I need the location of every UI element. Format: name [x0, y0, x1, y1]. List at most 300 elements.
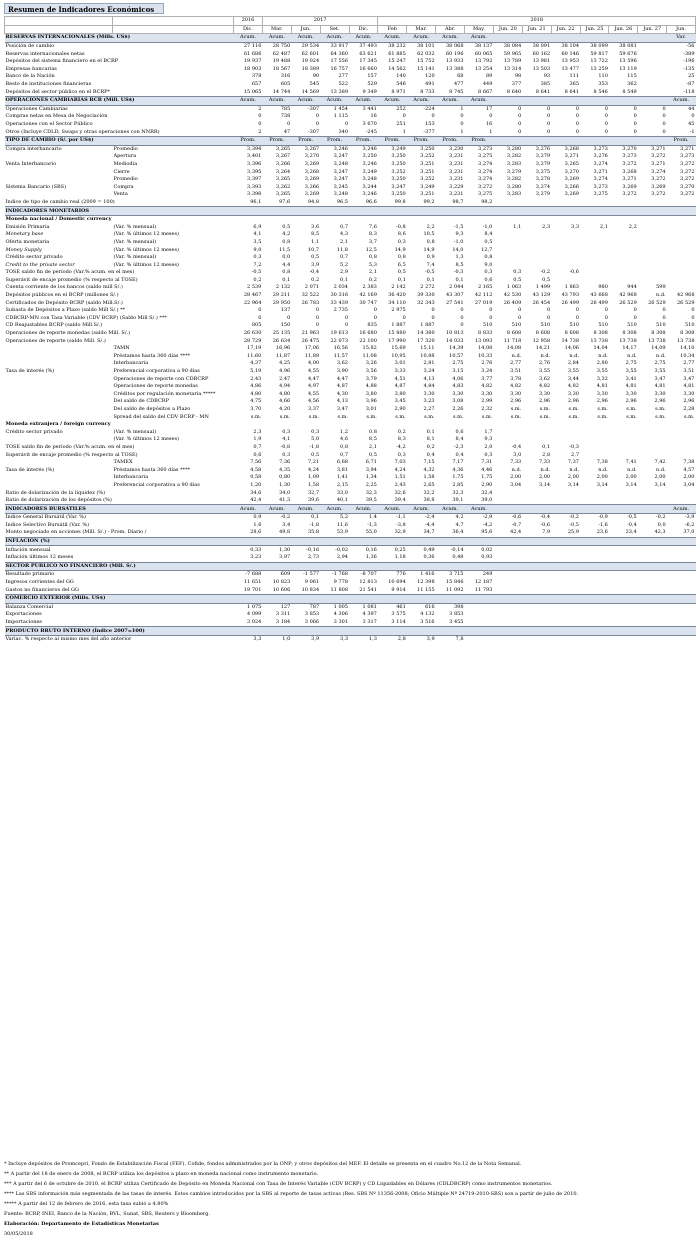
unit-label: Acum. — [262, 34, 291, 43]
table-cell: 3,47 — [654, 375, 666, 382]
table-cell: 3,273 — [478, 145, 493, 152]
unit-label: Prom. — [320, 136, 349, 145]
table-cell: 28 467 — [243, 292, 262, 299]
table-cell: 98 — [514, 73, 522, 80]
table-cell: 13 722 — [590, 58, 608, 65]
table-cell: 17 — [486, 105, 493, 112]
table-cell: 1,2 — [340, 428, 348, 435]
table-cell: 0 — [691, 314, 695, 321]
table-cell: 3,280 — [506, 145, 522, 152]
table-cell: 39,4 — [394, 497, 406, 504]
table-cell: 2,77 — [510, 360, 522, 367]
table-cell: 3,272 — [680, 160, 695, 167]
table-row — [5, 579, 696, 587]
table-cell: 16,56 — [333, 345, 348, 352]
table-cell: 29 950 — [272, 299, 291, 306]
table-cell: 0,3 — [397, 238, 406, 245]
table-row — [5, 223, 696, 231]
table-cell: 2,00 — [567, 474, 579, 481]
table-cell — [580, 579, 609, 587]
table-cell: 3,15 — [452, 368, 464, 375]
table-cell: 0 — [258, 113, 262, 120]
table-cell: n.d. — [540, 352, 551, 359]
table-cell: 8 608 — [564, 330, 579, 337]
table-cell: 3,70 — [250, 405, 262, 412]
table-cell: -4,4 — [424, 521, 435, 528]
table-cell: 14 738 — [561, 337, 579, 344]
table-cell: -6,2 — [684, 521, 695, 528]
table-cell: 3,14 — [596, 481, 608, 488]
table-cell: 4,56 — [307, 398, 320, 405]
table-cell: 12 813 — [359, 579, 377, 586]
indicators-table — [4, 16, 696, 644]
table-cell: 3,47 — [683, 375, 695, 382]
table-cell: 13 259 — [590, 65, 608, 72]
table-cell — [609, 254, 638, 262]
table-cell — [580, 611, 609, 619]
table-cell: 1 081 — [362, 603, 377, 610]
row-label: Oferta monetaria — [5, 238, 50, 245]
table-cell: 0,8 — [397, 254, 406, 261]
table-cell: 98,7 — [452, 198, 464, 205]
table-cell: 3,268 — [622, 168, 637, 175]
table-cell: 3,275 — [535, 168, 551, 175]
table-cell: 510 — [684, 322, 695, 329]
table-cell: 1 — [402, 128, 406, 135]
row-label — [5, 406, 113, 414]
table-cell: -224 — [423, 105, 435, 112]
table-cell — [667, 635, 696, 643]
page-title: Resumen de Indicadores Económicos — [4, 3, 164, 14]
table-cell: 13 596 — [619, 58, 637, 65]
table-cell: 605 — [280, 81, 291, 88]
table-cell — [609, 277, 638, 285]
table-cell: 23,6 — [596, 529, 608, 536]
table-cell: s.m. — [337, 413, 348, 420]
unit-label: Prom. — [407, 136, 436, 145]
table-cell: 43 129 — [532, 292, 551, 299]
row-label: TOSE saldo fin de período (Var.% acum. en el mes) — [5, 443, 135, 450]
table-cell: 11,60 — [247, 352, 262, 359]
table-row — [5, 269, 696, 277]
period-header: Dic. — [234, 25, 263, 34]
unit-label — [638, 537, 667, 546]
table-cell: 8,1 — [426, 436, 435, 443]
table-cell: 0,3 — [311, 428, 320, 435]
table-cell: 32,3 — [452, 489, 464, 496]
year-header-row — [5, 17, 696, 26]
table-cell: s.m. — [424, 413, 435, 420]
table-cell: 3,14 — [567, 481, 579, 488]
row-label: Importaciones — [5, 619, 42, 626]
table-cell: 7,31 — [481, 459, 493, 466]
table-cell: 11,89 — [304, 352, 320, 359]
table-cell: 2,1 — [368, 269, 377, 276]
table-cell: 3,14 — [625, 481, 637, 488]
table-row — [5, 50, 696, 58]
table-cell: 3,249 — [362, 168, 377, 175]
table-cell: 2,94 — [336, 554, 348, 561]
table-cell: 2,96 — [654, 398, 666, 405]
table-cell — [551, 546, 580, 554]
table-cell: 1 887 — [420, 322, 435, 329]
table-cell: 29 534 — [301, 43, 320, 50]
table-cell — [638, 611, 667, 619]
table-cell: 3,55 — [567, 368, 579, 375]
table-cell — [493, 619, 522, 627]
table-cell — [580, 246, 609, 254]
table-cell — [638, 277, 667, 285]
table-cell: 4,81 — [596, 383, 608, 390]
table-cell: 37 493 — [359, 43, 377, 50]
table-cell — [551, 579, 580, 587]
table-cell: 6,9 — [253, 223, 262, 230]
table-cell: 26 454 — [532, 299, 551, 306]
table-cell: s.m. — [510, 413, 522, 420]
table-cell: 0 — [604, 307, 608, 314]
table-cell: 96,1 — [250, 198, 262, 205]
table-cell — [551, 428, 580, 436]
table-cell: 3,282 — [506, 176, 522, 183]
table-cell: 785 — [280, 105, 291, 112]
unit-label — [349, 562, 378, 571]
table-cell: 8,6 — [397, 231, 406, 238]
table-cell: 140 — [396, 73, 406, 80]
table-cell: 16 — [486, 121, 493, 128]
period-header: Mar. — [407, 25, 436, 34]
table-cell — [638, 603, 667, 611]
table-cell: 2,85 — [452, 481, 464, 488]
table-cell: s.m. — [510, 405, 522, 412]
table-cell: 0 — [575, 121, 579, 128]
table-cell: 43 668 — [590, 292, 608, 299]
unit-label: Acum. — [378, 96, 407, 105]
table-cell: 3,0 — [513, 451, 522, 458]
table-cell: 26 529 — [677, 299, 695, 306]
table-cell: 3,30 — [654, 390, 666, 397]
table-cell: 0 — [315, 121, 320, 128]
table-cell: 8 733 — [420, 88, 435, 95]
table-cell: 599 — [656, 284, 666, 291]
unit-label: Acum. — [349, 96, 378, 105]
table-cell — [638, 81, 667, 89]
table-cell: 4 397 — [362, 611, 377, 618]
unit-label — [667, 207, 696, 216]
table-cell — [609, 199, 638, 207]
table-cell — [493, 579, 522, 587]
subsection-title: Moneda nacional / Domestic currency — [5, 216, 112, 223]
table-cell: -0,2 — [655, 514, 666, 521]
table-cell: 3,6 — [311, 223, 320, 230]
table-cell: 10,95 — [391, 352, 406, 359]
table-cell: 8 745 — [449, 88, 464, 95]
table-cell: 3,279 — [506, 168, 522, 175]
table-cell: 3,274 — [478, 168, 493, 175]
footnote: Fuente: BCRP, INEI, Banco de la Nación, BVL, Sunat, SBS, Reuters y Bloomberg. — [4, 1211, 211, 1217]
table-cell: 3,265 — [564, 160, 579, 167]
table-cell: 3,14 — [538, 481, 551, 488]
table-cell: 14,9 — [394, 246, 406, 253]
table-cell: 8 308 — [680, 330, 695, 337]
unit-label — [638, 34, 667, 43]
table-cell: 1 — [460, 105, 464, 112]
unit-label — [493, 34, 522, 43]
table-cell: 3,272 — [622, 160, 637, 167]
table-cell — [580, 269, 609, 277]
table-cell: 398 — [453, 603, 464, 610]
table-cell: -2,9 — [482, 514, 493, 521]
table-cell: 461 — [396, 603, 406, 610]
table-cell: 2,0 — [484, 443, 493, 450]
table-cell: 3,266 — [275, 160, 291, 167]
table-cell: 3,272 — [651, 191, 666, 198]
table-cell: 2,96 — [683, 398, 695, 405]
table-cell: -3,8 — [396, 521, 406, 528]
table-cell: 2 142 — [391, 284, 406, 291]
table-cell: 3,5 — [253, 238, 262, 245]
table-row — [5, 466, 696, 474]
table-cell: 385 — [540, 81, 551, 88]
table-cell: 0,0 — [282, 254, 291, 261]
table-cell: 3,247 — [333, 168, 348, 175]
unit-label — [407, 562, 436, 571]
table-cell: 3,246 — [362, 145, 377, 152]
row-label — [5, 398, 113, 406]
table-cell: 64 360 — [330, 50, 348, 57]
table-cell: 0 — [575, 113, 579, 120]
table-cell — [580, 546, 609, 554]
table-cell: 38 104 — [561, 43, 579, 50]
table-cell: 0,5 — [484, 238, 493, 245]
table-cell: s.m. — [597, 413, 608, 420]
table-cell: 17 320 — [417, 337, 435, 344]
table-cell: s.m. — [626, 405, 637, 412]
row-sublabel: Préstamos hasta 360 días **** — [113, 352, 191, 359]
row-sublabel: Promedio — [113, 176, 138, 183]
table-cell: 1 863 — [564, 284, 579, 291]
table-cell: 3,269 — [651, 183, 666, 190]
table-cell: n.d. — [656, 466, 666, 473]
table-cell: 3,271 — [593, 168, 608, 175]
row-sublabel: Mediodía — [113, 160, 138, 167]
table-cell: 3,250 — [391, 176, 406, 183]
table-cell: 1,7 — [484, 428, 493, 435]
unit-label: Acum. — [378, 505, 407, 514]
table-cell: 4,36 — [452, 466, 464, 473]
row-label: Superávit de encaje promedio (% respecto al TOSE) — [5, 451, 138, 458]
table-cell — [667, 239, 696, 247]
table-cell: 30 747 — [359, 299, 377, 306]
row-label: Empresas bancarias — [5, 65, 57, 72]
table-cell: 0 — [258, 307, 262, 314]
table-cell: 1 887 — [391, 322, 406, 329]
table-cell: 7,03 — [394, 459, 406, 466]
unit-label — [493, 627, 522, 636]
table-cell: 21 963 — [301, 330, 320, 337]
row-label: Índice General Bursátil (Var. %) — [5, 514, 86, 521]
table-cell — [667, 223, 696, 231]
unit-label — [580, 627, 609, 636]
table-row — [5, 168, 696, 176]
table-row — [5, 145, 696, 153]
table-cell — [609, 269, 638, 277]
unit-label — [493, 537, 522, 546]
table-cell: 3,249 — [391, 145, 406, 152]
table-cell: 2,2 — [628, 223, 637, 230]
table-cell: 1,0 — [282, 636, 291, 643]
row-label: Monetary base — [5, 231, 44, 238]
table-cell: 15 846 — [446, 579, 464, 586]
table-cell: 3,272 — [651, 153, 666, 160]
table-cell: 0 — [691, 113, 695, 120]
table-cell — [493, 554, 522, 562]
table-cell: 3,394 — [247, 145, 262, 152]
table-cell: 16 — [370, 113, 377, 120]
unit-label — [609, 505, 638, 514]
table-cell: 15,69 — [391, 345, 406, 352]
table-cell: 127 — [280, 603, 291, 610]
table-cell: 4,80 — [250, 390, 262, 397]
table-cell: 510 — [627, 322, 637, 329]
table-cell: 2,77 — [683, 360, 695, 367]
table-cell: s.m. — [539, 413, 551, 420]
table-cell: 616 — [425, 603, 435, 610]
table-cell: 42,4 — [510, 529, 522, 536]
table-cell: 7,36 — [279, 459, 291, 466]
table-cell: 26 499 — [590, 299, 608, 306]
table-cell — [580, 571, 609, 579]
table-cell: 0 — [315, 322, 320, 329]
table-cell: 0,1 — [542, 443, 551, 450]
table-cell: 36 420 — [388, 292, 406, 299]
table-cell: 2 034 — [333, 284, 348, 291]
table-cell: 33 917 — [330, 43, 348, 50]
table-cell: 9,3 — [484, 436, 493, 443]
table-cell: 3,90 — [336, 368, 348, 375]
unit-label — [522, 627, 551, 636]
table-cell: 3,273 — [593, 145, 608, 152]
table-cell: 4 132 — [420, 611, 435, 618]
unit-label — [291, 537, 320, 546]
table-cell: 3,30 — [423, 390, 435, 397]
table-cell: 0 — [402, 314, 406, 321]
table-cell: 1,36 — [365, 554, 377, 561]
unit-label — [378, 627, 407, 636]
table-cell: 26 783 — [301, 299, 320, 306]
table-cell: 0,3 — [484, 451, 493, 458]
table-cell — [522, 428, 551, 436]
table-cell: 0,6 — [253, 451, 262, 458]
table-cell: 2 044 — [449, 284, 464, 291]
table-cell — [667, 603, 696, 611]
unit-label: Prom. — [667, 136, 696, 145]
table-cell: 3,250 — [391, 160, 406, 167]
table-cell — [522, 571, 551, 579]
unit-label — [522, 594, 551, 603]
period-header: May. — [465, 25, 494, 34]
table-cell: 1,4 — [368, 514, 377, 521]
table-cell: -0,4 — [540, 514, 551, 521]
table-cell: 0 — [604, 113, 608, 120]
table-cell: 3,96 — [365, 398, 377, 405]
table-cell: 3,283 — [506, 160, 522, 167]
table-cell — [638, 73, 667, 81]
table-cell: 0,1 — [397, 276, 406, 283]
unit-label — [436, 207, 465, 216]
table-cell: -0,5 — [569, 521, 579, 528]
table-cell: -1 — [689, 128, 695, 135]
table-cell: 2,3 — [253, 428, 262, 435]
table-cell: 19 937 — [243, 58, 262, 65]
unit-label — [580, 96, 609, 105]
table-cell: 6,68 — [336, 459, 348, 466]
table-row — [5, 73, 696, 81]
row-sublabel: Cierre — [113, 168, 130, 175]
table-cell — [609, 554, 638, 562]
table-row — [5, 330, 696, 338]
row-sublabel: Del saldo de CDBCRP — [113, 398, 169, 405]
table-cell: 4,2 — [455, 514, 464, 521]
table-cell: 3,248 — [333, 191, 348, 198]
table-cell: 19 613 — [330, 330, 348, 337]
unit-label — [638, 505, 667, 514]
table-cell: 3,30 — [481, 390, 493, 397]
table-cell: -307 — [307, 105, 320, 112]
table-cell: 3,55 — [538, 368, 551, 375]
unit-label — [436, 594, 465, 603]
table-cell: 60 162 — [532, 50, 551, 57]
table-cell: -1,0 — [482, 223, 493, 230]
table-cell: 0 — [518, 121, 522, 128]
table-cell: 2,65 — [423, 481, 435, 488]
row-sublabel: Del saldo de depósitos a Plazo — [113, 405, 191, 412]
table-cell: 0,3 — [484, 269, 493, 276]
table-cell — [493, 199, 522, 207]
table-cell: 5,0 — [311, 436, 320, 443]
table-cell: 4,55 — [307, 390, 320, 397]
row-label: Ingresos corrientes del GG — [5, 579, 74, 586]
table-cell: 510 — [598, 322, 608, 329]
table-cell: 68 — [457, 73, 464, 80]
table-cell: 0 — [460, 314, 464, 321]
table-cell: 3 317 — [362, 619, 377, 626]
table-cell: s.m. — [453, 413, 464, 420]
table-cell: 787 — [309, 603, 320, 610]
table-cell: 1 416 — [420, 571, 435, 578]
table-cell: 14,08 — [506, 345, 522, 352]
table-cell — [638, 428, 667, 436]
table-cell: -8 707 — [360, 571, 377, 578]
table-cell: 4,24 — [307, 466, 320, 473]
section-title: INDICADORES BURSÁTILES — [5, 505, 234, 514]
table-cell: 2,8 — [542, 451, 551, 458]
table-cell: 0 — [546, 314, 551, 321]
table-cell: 26 409 — [503, 299, 522, 306]
table-cell: 2 165 — [478, 284, 493, 291]
period-header: Jun. 26 — [609, 25, 638, 34]
table-cell: 13 738 — [590, 337, 608, 344]
table-cell: 3,268 — [564, 145, 579, 152]
table-cell: 157 — [367, 73, 377, 80]
table-cell: 25 135 — [272, 330, 291, 337]
unit-label — [551, 537, 580, 546]
table-cell: -2,3 — [453, 443, 464, 450]
unit-label — [320, 594, 349, 603]
table-cell — [638, 497, 667, 505]
table-cell: s.m. — [597, 405, 608, 412]
table-cell: 3,9 — [311, 261, 320, 268]
table-cell: 4,1 — [282, 436, 291, 443]
